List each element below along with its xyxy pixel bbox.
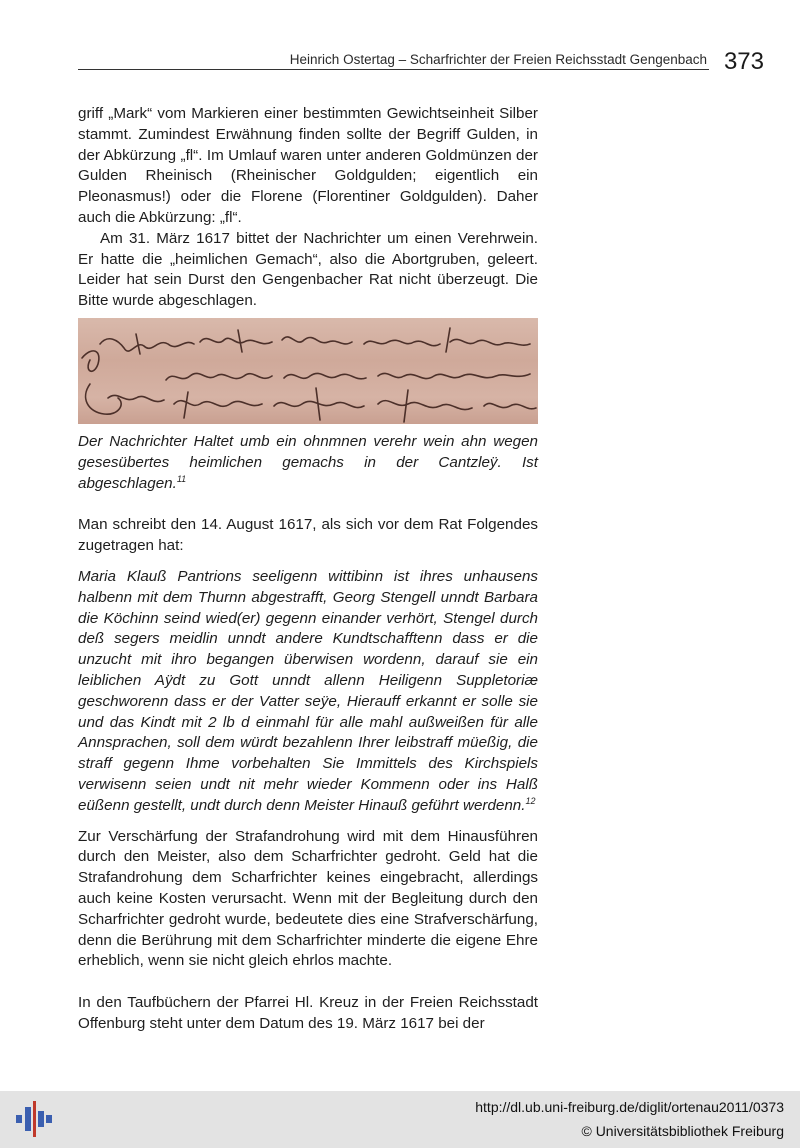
handwriting-scan [78, 318, 538, 424]
paragraph-5: In den Taufbüchern der Pfarrei Hl. Kreuz in der Freien Reichsstadt Offenburg steht unter dem Datum des 19. März 1617 bei der [78, 994, 538, 1032]
paragraph-3: Man schreibt den 14. August 1617, als sich vor dem Rat Folgendes zugetragen hat: [78, 516, 538, 555]
paragraph-2: Am 31. März 1617 bittet der Nachrichter um einen Verehrwein. Er hatte die „heimlichen Gemach“, also die Abortgruben, geleert. Leider hat sein Durst den Gengenbacher Rat nicht überzeugt. Die Bitte wurde abgeschlagen. [78, 229, 538, 310]
figure-caption [78, 432, 538, 494]
page-number: 373 [723, 48, 764, 75]
text-block-bottom [78, 432, 538, 1035]
running-title: Heinrich Ostertag – Scharfrichter der Freien Reichsstadt Gengenbach [289, 52, 707, 67]
footnote-ref-12: 12 [525, 795, 536, 806]
copyright-notice: © Universitätsbibliothek Freiburg [581, 1123, 784, 1139]
paragraph-4: Zur Verschärfung der Strafandrohung wird mit dem Hinausführen durch den Meister, also dem Scharfrichter gedroht. Geld hat die Strafandrohung dem Scharfrichter keines eingebracht, allerdings auch keine Kosten verursacht. Wenn mit der Begleitung durch den Scharfrichter gedroht wurde, bedeutete dies eine Strafverschärfung, denn die Berührung mit dem Scharfrichter minderte die eigene Ehre erheblich, wenn sie nicht gleich ehrlos machte. [78, 827, 538, 970]
footnote-ref-11: 11 [176, 473, 187, 484]
footer-bar [0, 1091, 800, 1148]
library-logo-icon [16, 1101, 52, 1137]
source-url-link[interactable]: http://dl.ub.uni-freiburg.de/diglit/ortenau2011/0373 [475, 1099, 784, 1115]
manuscript-image [78, 318, 538, 424]
running-header [78, 48, 768, 78]
caption-text: Der Nachrichter Haltet umb ein ohnmnen verehr wein ahn wegen gesesübertes heimlichen gemachs in der Cantzleÿ. Ist abgeschlagen. [78, 433, 538, 492]
quote-block [78, 567, 538, 817]
text-block-top [78, 104, 538, 312]
paragraph-1: griff „Mark“ vom Markieren einer bestimmten Gewichtseinheit Silber stammt. Zumindest Erwähnung finden sollte der Begriff Gulden, in der Abkürzung „fl“. Im Umlauf waren unter anderen Goldmünzen der Gulden Rheinisch (Rheinischer Goldgulden; eigentlich ein Pleonasmus!) oder die Florene (Florentiner Goldgulden). Daher auch die Abkürzung: „fl“. [78, 105, 538, 226]
quote-text: Maria Klauß Pantrions seeligenn wittibinn ist ihres unhausens halbenn mit dem Thurnn abgestrafft, Georg Stengell unndt Barbara die Köchinn seind wied(er) gegenn einander verhört, Stengel durch deß segers meidlin unndt andere Kundtschafftenn dass er die unzucht mit ihro begangen überwisen wordenn, darauf sie ein leiblichen Aÿdt zu Gott unndt allenn Heiligenn Suppletoriæ geschworenn dass er der Vatter seÿe, Hierauff erkannt er solle sie und das Kindt mit 2 lb d einmahl für alle mahl außweißen für alle Annsprachen, soll dem würdt bezahlenn Ihrer leibstraff müeßig, die straff gegenn Ihme vorbehalten Sie Immittels des Kirchspiels verwisenn seien undt nit mehr wieder Kommenn oder ins Halß eüßenn gestellt, undt durch denn Meister Hinauß geführt werdenn. [78, 567, 538, 814]
header-rule [78, 69, 709, 70]
